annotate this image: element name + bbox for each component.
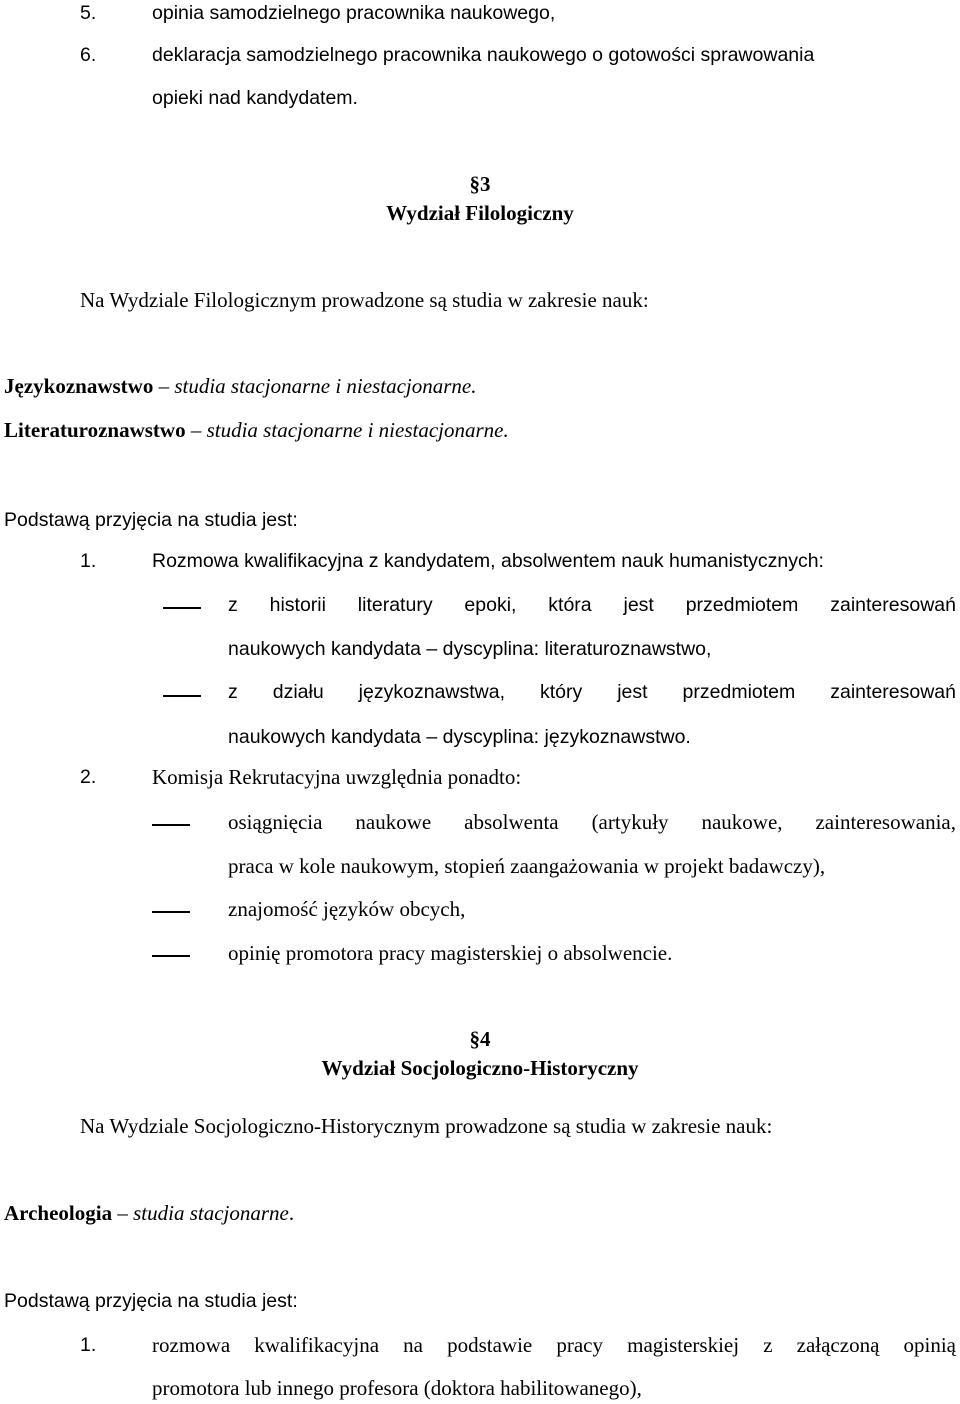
section-number: §3: [469, 172, 491, 196]
list-number: 2.: [80, 766, 97, 788]
sub-item-text: opinię promotora pracy magisterskiej o absolwencie.: [228, 941, 673, 965]
sub-item-text: naukowych kandydata – dyscyplina: językoznawstwo.: [228, 726, 691, 748]
list-number: 1.: [80, 1334, 97, 1356]
list-item-text: opinia samodzielnego pracownika naukowego,: [152, 2, 556, 24]
section-title: Wydział Filologiczny: [386, 201, 574, 225]
admission-basis: Podstawą przyjęcia na studia jest:: [4, 509, 298, 531]
sub-item-text: osiągnięcia naukowe absolwenta (artykuły naukowe, zainteresowania,: [228, 810, 956, 834]
admission-basis: Podstawą przyjęcia na studia jest:: [4, 1290, 298, 1312]
section-number: §4: [469, 1027, 491, 1051]
list-item-text-continued: promotora lub innego profesora (doktora habilitowanego),: [152, 1376, 642, 1400]
sub-item-text: naukowych kandydata – dyscyplina: literaturoznawstwo,: [228, 638, 712, 660]
list-number: 5.: [80, 2, 97, 24]
program-name: Literaturoznawstwo: [4, 418, 186, 442]
program-mode: studia stacjonarne i niestacjonarne.: [206, 418, 509, 442]
list-number: 6.: [80, 44, 97, 66]
sub-item-text: praca w kole naukowym, stopień zaangażowania w projekt badawczy),: [228, 854, 826, 878]
bullet-dash: [152, 824, 190, 826]
bullet-dash: [152, 955, 190, 957]
sub-item-text: z historii literatury epoki, która jest przedmiotem zainteresowań: [228, 594, 956, 616]
program-name: Językoznawstwo: [4, 374, 154, 398]
list-item-text: Komisja Rekrutacyjna uwzględnia ponadto:: [152, 765, 522, 789]
program-line: [4, 1201, 294, 1225]
bullet-dash: [163, 695, 201, 697]
list-item-text: deklaracja samodzielnego pracownika naukowego o gotowości sprawowania: [152, 44, 815, 66]
section-intro: Na Wydziale Filologicznym prowadzone są studia w zakresie nauk:: [80, 288, 649, 312]
section-intro: Na Wydziale Socjologiczno-Historycznym prowadzone są studia w zakresie nauk:: [80, 1114, 773, 1138]
list-item-text-continued: opieki nad kandydatem.: [152, 87, 358, 109]
program-mode: studia stacjonarne i niestacjonarne.: [174, 374, 477, 398]
program-period: .: [288, 1201, 295, 1225]
list-item-text: rozmowa kwalifikacyjna na podstawie pracy magisterskiej z załączoną opinią: [152, 1333, 956, 1357]
sub-item-text: znajomość języków obcych,: [228, 897, 466, 921]
list-item-text: Rozmowa kwalifikacyjna z kandydatem, absolwentem nauk humanistycznych:: [152, 550, 824, 572]
program-line: [4, 418, 509, 442]
sub-item-text: z działu językoznawstwa, który jest przedmiotem zainteresowań: [228, 681, 956, 703]
dash-separator: –: [158, 374, 170, 398]
dash-separator: –: [190, 418, 202, 442]
list-number: 1.: [80, 550, 97, 572]
dash-separator: –: [117, 1201, 128, 1225]
bullet-dash: [152, 911, 190, 913]
section-title: Wydział Socjologiczno-Historyczny: [321, 1056, 639, 1080]
bullet-dash: [163, 607, 201, 609]
program-mode: studia stacjonarne: [133, 1201, 289, 1225]
program-line: [4, 374, 476, 398]
program-name: Archeologia: [4, 1201, 113, 1225]
